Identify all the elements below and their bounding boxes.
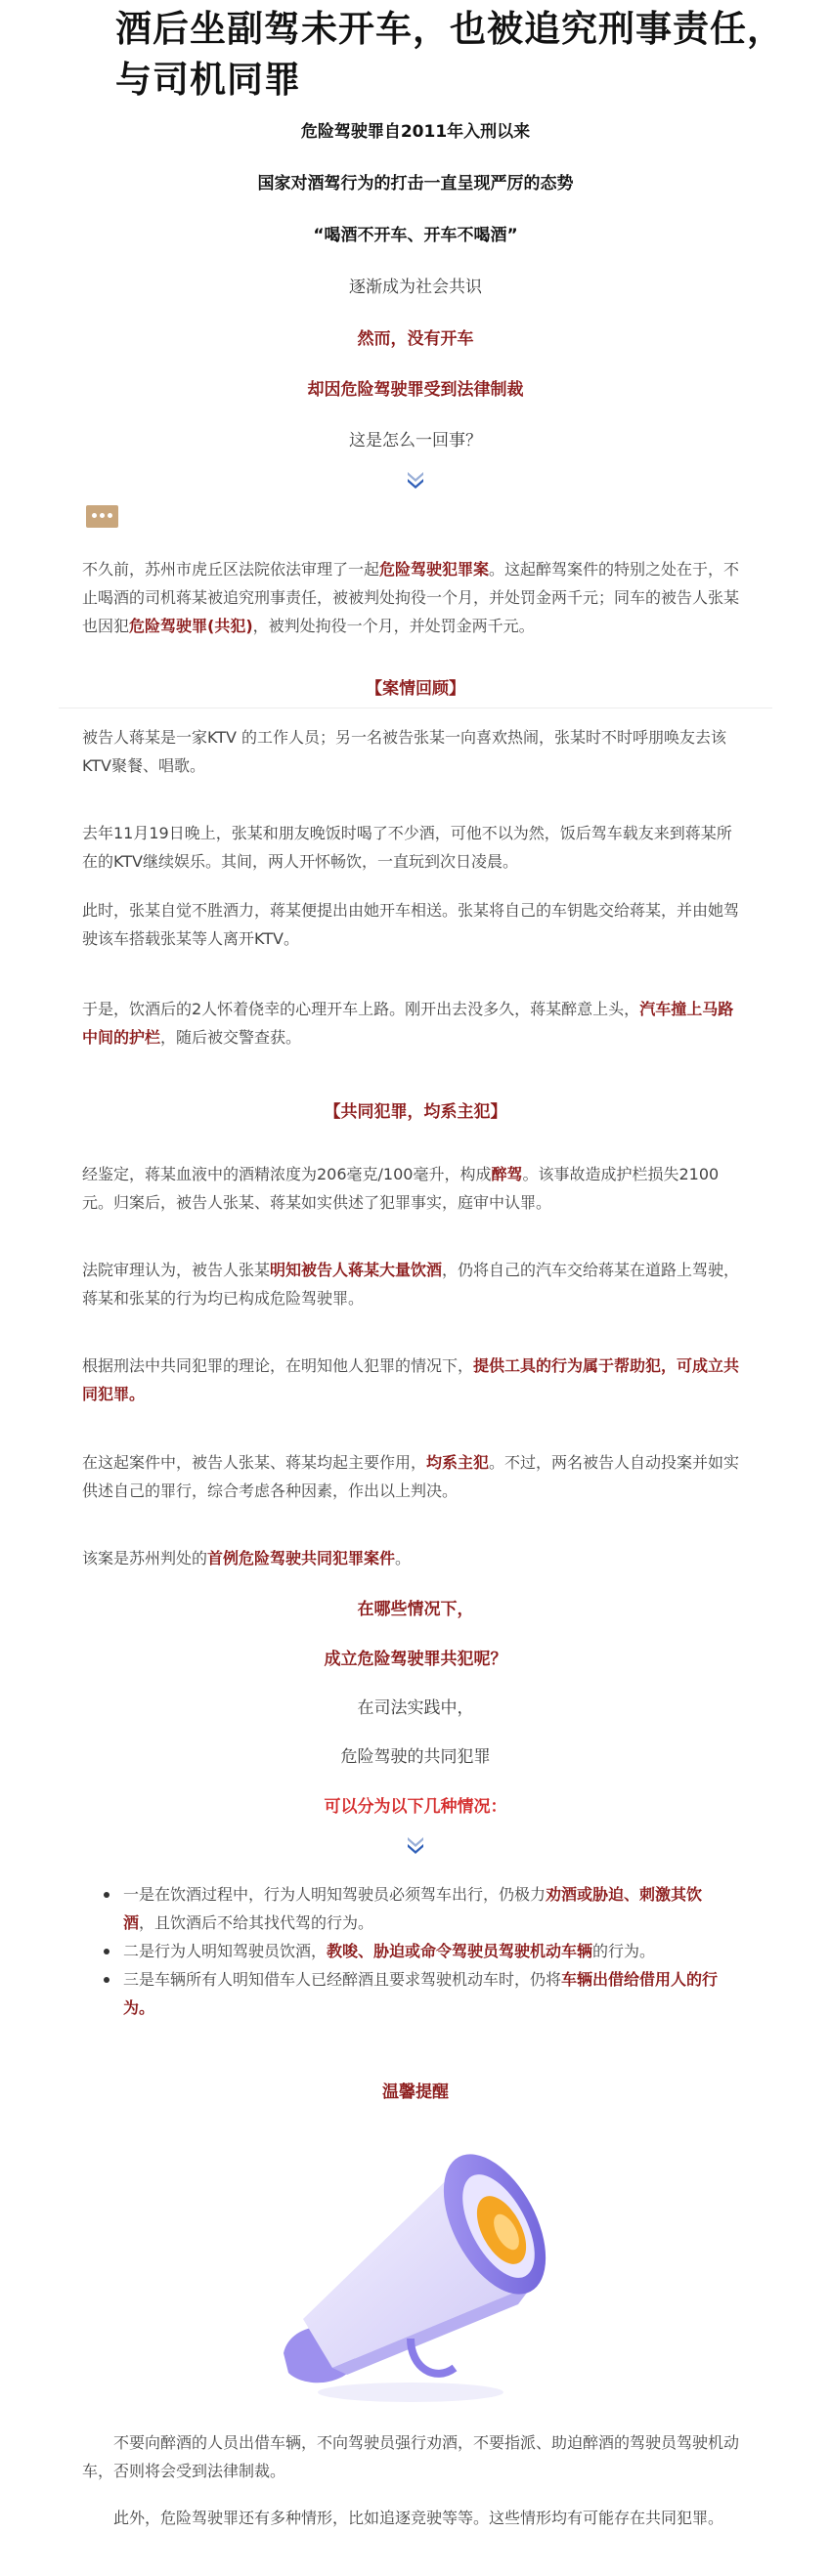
paragraph-handover: 此时，张某自觉不胜酒力，蒋某便提出由她开车相送。张某将自己的车钥匙交给蒋某，并由她驾驶该车搭载张某等人离开KTV。 <box>82 901 740 948</box>
question-line-2: 成立危险驾驶罪共犯呢？ <box>324 1650 507 1669</box>
intro-line-6: 却因危险驾驶罪受到法律制裁 <box>307 380 524 400</box>
intro-line-2: 国家对酒驾行为的打击一直呈现严厉的态势 <box>257 174 574 193</box>
chevron-down-double-icon <box>406 471 425 489</box>
intro-line-3: “喝酒不开车、开车不喝酒” <box>313 226 518 245</box>
paragraph-other-cases: 此外，危险驾驶罪还有多种情形，比如追逐竞驶等等。这些情形均有可能存在共同犯罪。 <box>113 2509 724 2527</box>
paragraph-intro: 不久前，苏州市虎丘区法院依法审理了一起危险驾驶犯罪案。这起醉驾案件的特别之处在于，不止喝酒的司机蒋某被追究刑事责任，被被判处拘役一个月，并处罚金两千元；同车的被告人张某也因犯危险驾驶罪(共犯)，被判处拘役一个月，并处罚金两千元。 <box>82 560 740 635</box>
section-heading-joint-crime: 【共同犯罪，均系主犯】 <box>324 1102 507 1122</box>
paragraph-first-case: 该案是苏州判处的首例危险驾驶共同犯罪案件。 <box>82 1549 412 1567</box>
paragraph-background: 被告人蒋某是一家KTV 的工作人员；另一名被告张某一向喜欢热闹，张某时不时呼朋唤友去该KTV聚餐、唱歌。 <box>82 728 727 775</box>
tip-title: 温馨提醒 <box>382 2082 449 2102</box>
paragraph-appraisal: 经鉴定，蒋某血液中的酒精浓度为206毫克/100毫升，构成醉驾。该事故造成护栏损失2100元。归案后，被告人张某、蒋某如实供述了犯罪事实，庭审中认罪。 <box>82 1165 720 1212</box>
question-line-5: 可以分为以下几种情况： <box>324 1797 507 1817</box>
chevron-down-double-icon <box>406 1836 425 1854</box>
question-line-4: 危险驾驶的共同犯罪 <box>340 1747 491 1767</box>
section-heading-case-review: 【案情回顾】 <box>366 679 465 699</box>
dots-badge-icon <box>86 505 118 528</box>
situations-list <box>98 1880 733 2022</box>
question-line-1: 在哪些情况下， <box>357 1600 474 1619</box>
paragraph-accident: 于是，饮酒后的2人怀着侥幸的心理开车上路。刚开出去没多久，蒋某醉意上头，汽车撞上马路中间的护栏，随后被交警查获。 <box>82 1000 734 1047</box>
paragraph-verdict: 在这起案件中，被告人张某、蒋某均起主要作用，均系主犯。不过，两名被告人自动投案并如实供述自己的罪行，综合考虑各种因素，作出以上判决。 <box>82 1453 740 1500</box>
question-line-3: 在司法实践中， <box>357 1698 474 1718</box>
megaphone-icon <box>264 2119 557 2412</box>
page-title: 酒后坐副驾未开车，也被追究刑事责任，与司机同罪 <box>115 8 784 101</box>
paragraph-reminder: 不要向醉酒的人员出借车辆，不向驾驶员强行劝酒，不要指派、助迫醉酒的驾驶员驾驶机动车，否则将会受到法律制裁。 <box>82 2433 740 2480</box>
list-item: 三是车辆所有人明知借车人已经醉酒且要求驾驶机动车时，仍将车辆出借给借用人的行为。 <box>98 1965 733 2022</box>
paragraph-event: 去年11月19日晚上，张某和朋友晚饭时喝了不少酒，可他不以为然，饭后驾车载友来到蒋某所在的KTV继续娱乐。其间，两人开怀畅饮，一直玩到次日凌晨。 <box>82 824 732 871</box>
intro-line-4: 逐渐成为社会共识 <box>349 278 482 297</box>
intro-line-1: 危险驾驶罪自2011年入刑以来 <box>300 122 531 142</box>
list-item: 一是在饮酒过程中，行为人明知驾驶员必须驾车出行，仍极力劝酒或胁迫、刺激其饮酒，且饮酒后不给其找代驾的行为。 <box>98 1880 733 1937</box>
list-item: 二是行为人明知驾驶员饮酒，教唆、胁迫或命令驾驶员驾驶机动车辆的行为。 <box>98 1937 733 1965</box>
intro-line-7: 这是怎么一回事？ <box>349 431 482 451</box>
paragraph-court: 法院审理认为，被告人张某明知被告人蒋某大量饮酒，仍将自己的汽车交给蒋某在道路上驾驶，蒋某和张某的行为均已构成危险驾驶罪。 <box>82 1261 740 1308</box>
intro-line-5: 然而，没有开车 <box>357 329 474 349</box>
paragraph-theory: 根据刑法中共同犯罪的理论，在明知他人犯罪的情况下，提供工具的行为属于帮助犯，可成立共同犯罪。 <box>82 1356 740 1403</box>
